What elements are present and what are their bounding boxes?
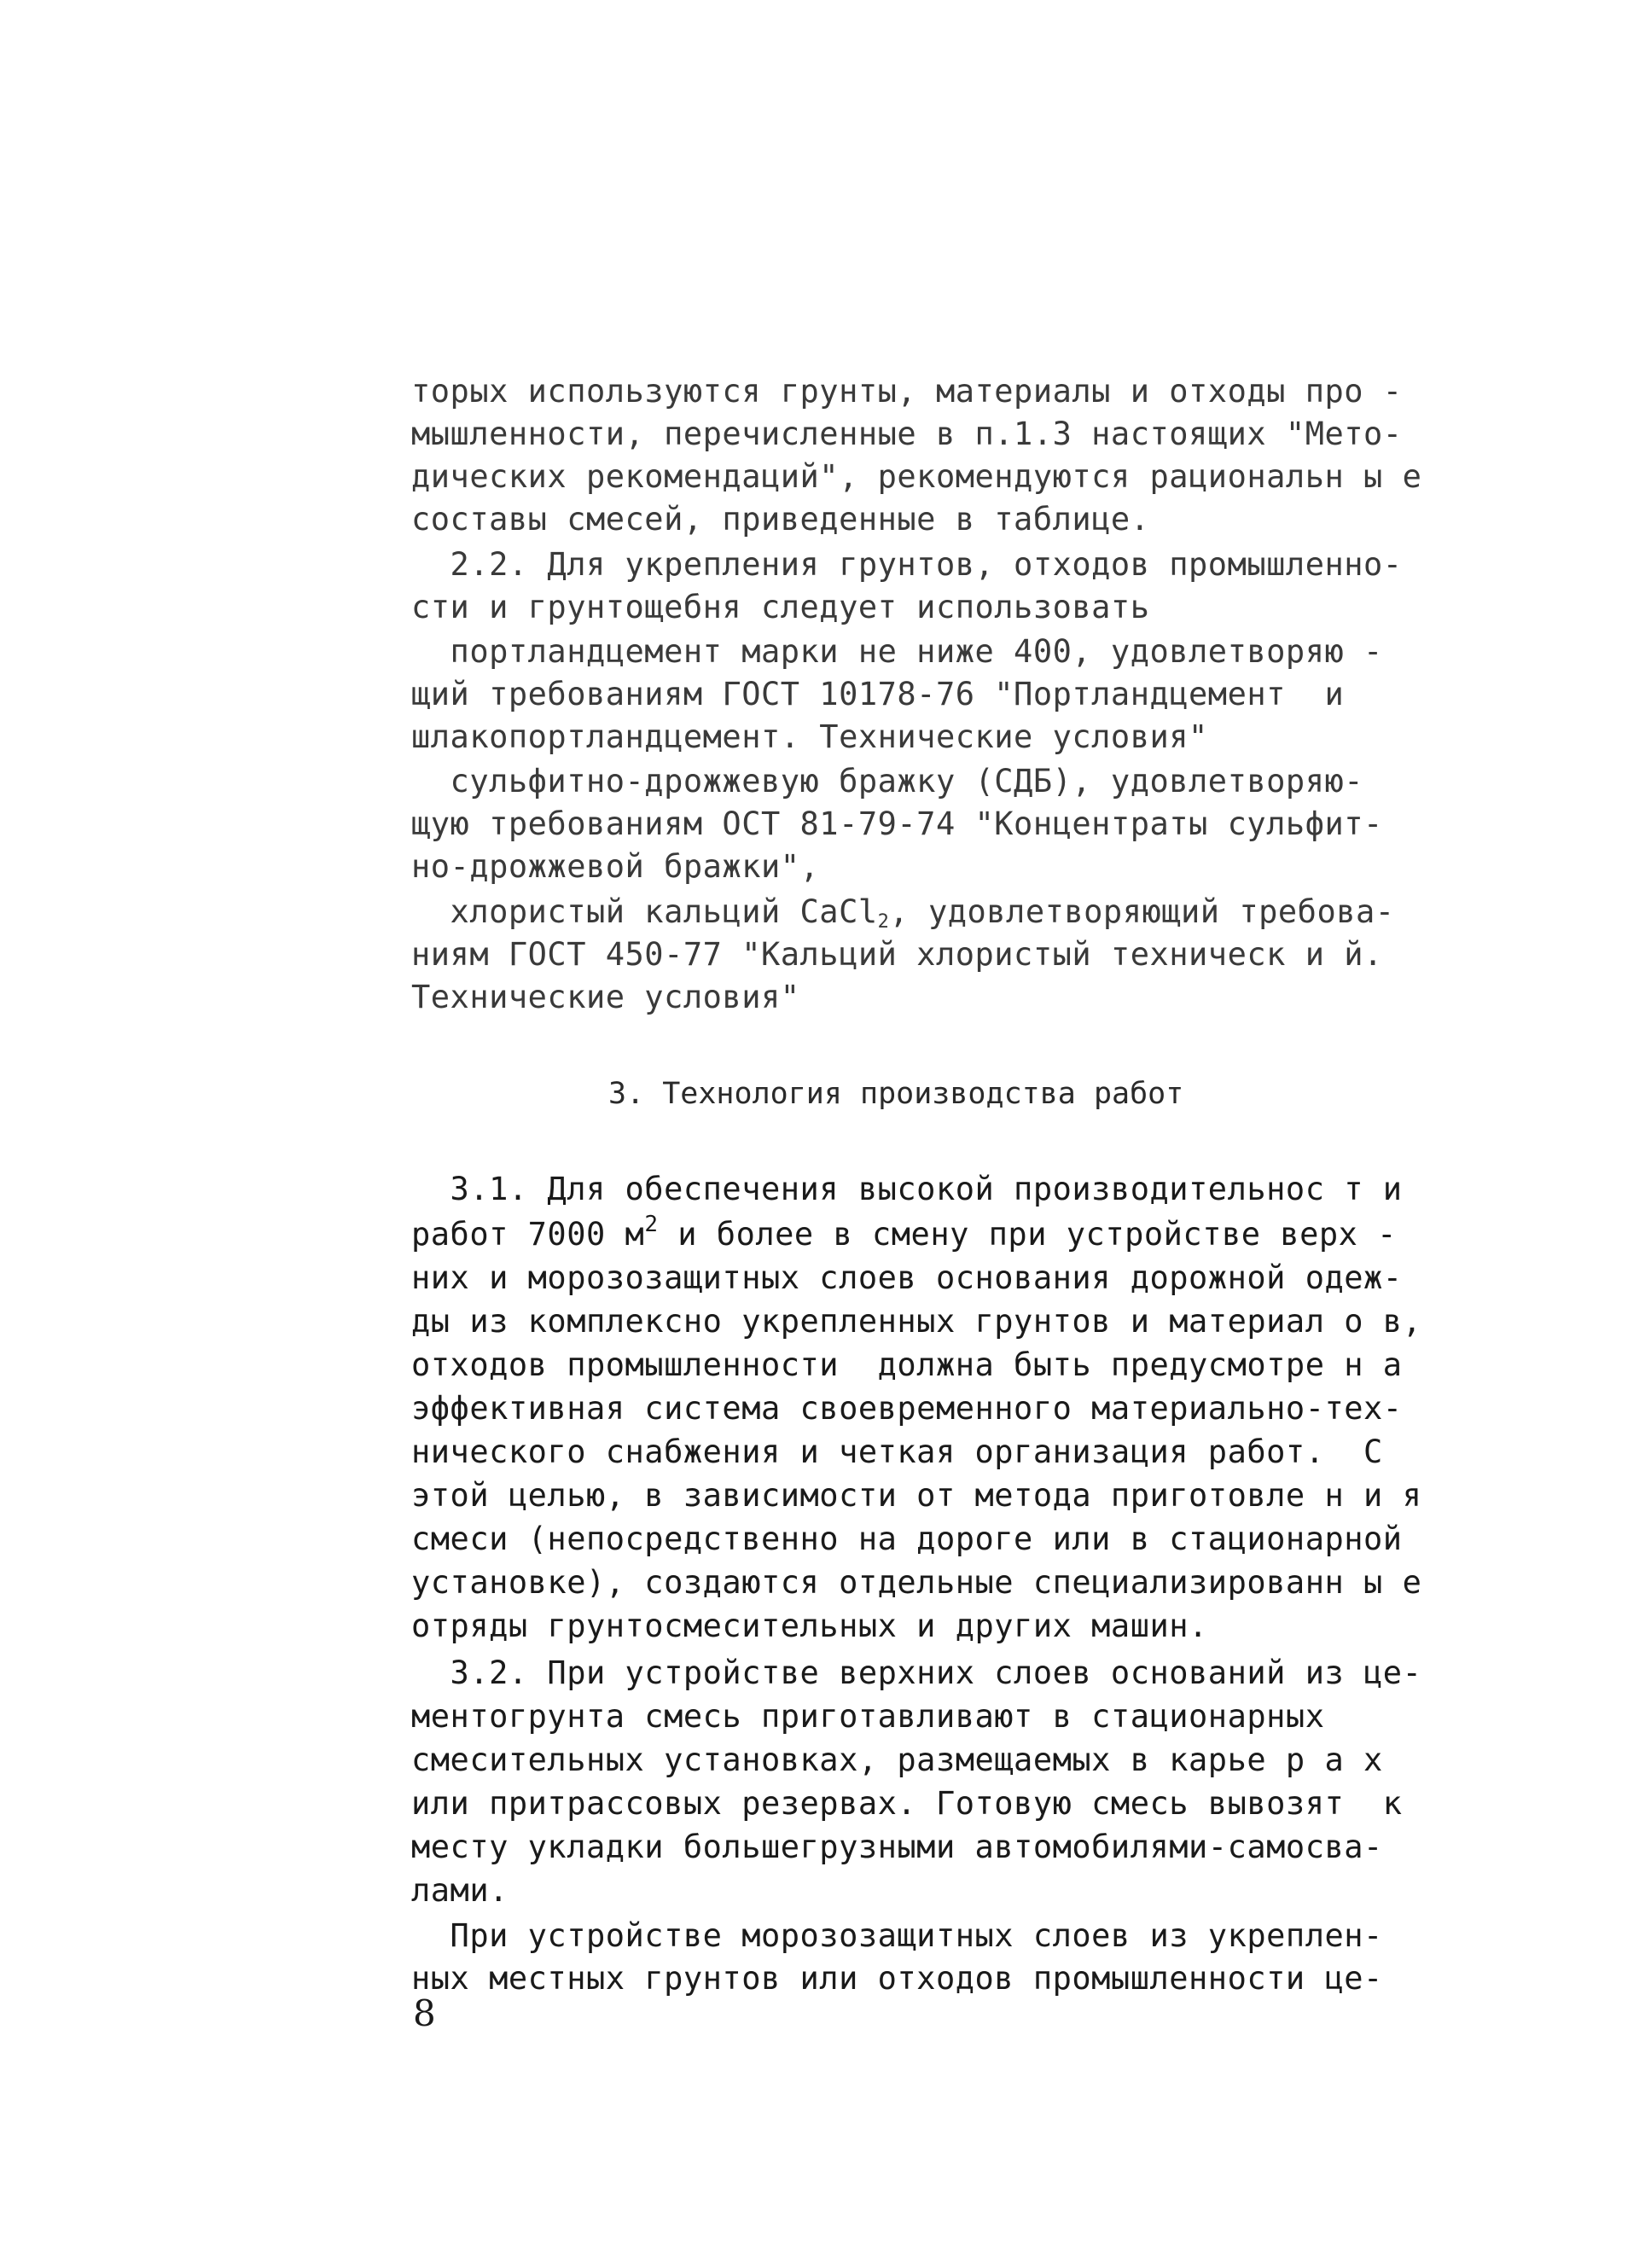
text-line: составы смесей, приведенные в таблице. bbox=[411, 501, 1150, 538]
page-number: 8 bbox=[413, 1992, 436, 2034]
text-fragment: хлористый кальций bbox=[411, 893, 800, 930]
text-line: щую требованиям ОСТ 81-79-74 "Концентраты сульфит- bbox=[411, 805, 1383, 842]
text-line bbox=[411, 1212, 1397, 1253]
text-line: ментогрунта смесь приготавливают в стационарных bbox=[411, 1698, 1325, 1735]
text-line: лами. bbox=[411, 1872, 509, 1909]
formula-subscript: 2 bbox=[877, 911, 890, 933]
text-line: щий требованиям ГОСТ 10178-76 "Портландцемент и bbox=[411, 676, 1345, 712]
text-line: смеси (непосредственно на дороге или в стационарной bbox=[411, 1521, 1403, 1557]
text-line bbox=[411, 893, 1395, 933]
text-line: смесительных установках, размещаемых в карье р а х bbox=[411, 1742, 1383, 1778]
text-line: Технические условия" bbox=[411, 979, 800, 1015]
text-line: или притрассовых резервах. Готовую смесь вывозят к bbox=[411, 1785, 1403, 1822]
text-line: 2.2. Для укрепления грунтов, отходов промышленно- bbox=[411, 546, 1403, 583]
text-line: сульфитно-дрожжевую бражку (СДБ), удовлетворяю- bbox=[411, 763, 1364, 800]
text-line: 3.2. При устройстве верхних слоев оснований из це- bbox=[411, 1654, 1422, 1691]
text-line: нического снабжения и четкая организация работ. С bbox=[411, 1433, 1383, 1470]
superscript: 2 bbox=[644, 1212, 659, 1237]
text-line: мышленности, перечисленные в п.1.3 настоящих "Мето- bbox=[411, 416, 1403, 452]
text-line: сти и грунтощебня следует использовать bbox=[411, 589, 1150, 625]
chemical-formula: CaCl bbox=[799, 893, 878, 930]
text-line: них и морозозащитных слоев основания дорожной одеж- bbox=[411, 1259, 1403, 1296]
section-heading: 3. Технология производства работ bbox=[608, 1077, 1184, 1111]
text-line: ных местных грунтов или отходов промышленности це- bbox=[411, 1960, 1383, 1997]
text-line: месту укладки большегрузными автомобилями-самосва- bbox=[411, 1829, 1383, 1865]
text-line: отходов промышленности должна быть предусмотре н а bbox=[411, 1346, 1403, 1383]
text-line: ниям ГОСТ 450-77 "Кальций хлористый техническ и й. bbox=[411, 936, 1383, 973]
text-line: дических рекомендаций", рекомендуются рациональн ы е bbox=[411, 458, 1422, 495]
text-line: торых используются грунты, материалы и отходы про - bbox=[411, 373, 1403, 410]
text-fragment: и более в смену при устройстве верх - bbox=[658, 1216, 1397, 1253]
text-line: шлакопортландцемент. Технические условия" bbox=[411, 718, 1208, 755]
text-fragment: , удовлетворяющий требова- bbox=[889, 893, 1395, 930]
text-line: ды из комплексно укрепленных грунтов и материал о в, bbox=[411, 1303, 1422, 1340]
text-line: установке), создаются отдельные специализированн ы е bbox=[411, 1564, 1422, 1601]
text-fragment: работ 7000 м bbox=[411, 1216, 645, 1253]
text-line: При устройстве морозозащитных слоев из укреплен- bbox=[411, 1917, 1383, 1954]
text-line: 3.1. Для обеспечения высокой производительнос т и bbox=[411, 1171, 1403, 1207]
text-line: портландцемент марки не ниже 400, удовлетворяю - bbox=[411, 633, 1383, 670]
text-line: но-дрожжевой бражки", bbox=[411, 848, 820, 885]
text-line: отряды грунтосмесительных и других машин. bbox=[411, 1608, 1208, 1644]
text-line: этой целью, в зависимости от метода приготовле н и я bbox=[411, 1477, 1422, 1514]
text-line: эффективная система своевременного материально-тех- bbox=[411, 1390, 1403, 1427]
